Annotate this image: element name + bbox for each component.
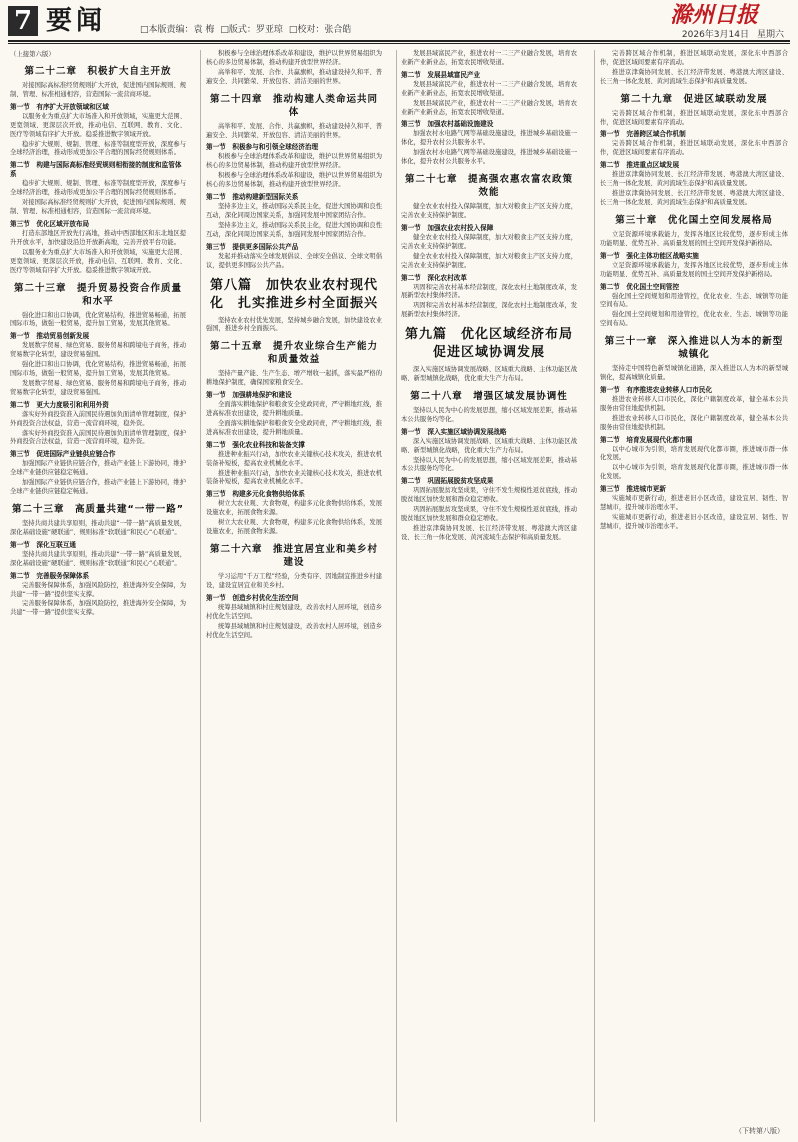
section-heading: 第一节 完善跨区域合作机制 <box>600 130 686 139</box>
section-heading: 第二节 深化农村改革 <box>401 273 467 282</box>
section-heading: 第二节 构建与国际高标准经贸规则相衔接的制度和监管体系 <box>10 161 182 179</box>
column-divider <box>396 50 397 1122</box>
section-heading: 第二节 推进重点区域发展 <box>600 161 680 170</box>
article-column-1 <box>10 50 186 1120</box>
paragraph: 坚持共商共建共享原则，推动共建“一带一路”高质量发展，深化基础设施“硬联通”、规则标准“软联通”和民心“心联通”。 <box>10 520 186 536</box>
paragraph: 完善跨区域合作机制，推进区域联动发展，深化东中西部合作，促进区域间要素有序流动。 <box>600 140 788 157</box>
paragraph: 对接国际高标准经贸规则扩大开放，促进国内国际规则、规制、管理、标准相通相容，营造国际一流营商环境。 <box>10 199 186 216</box>
paragraph: 学习运用“千万工程”经验，分类有序、因地制宜推进乡村建设，建设宜居宜业和美乡村。 <box>206 573 382 589</box>
paragraph: 推进农业转移人口市民化，深化户籍制度改革，健全基本公共服务由常住地提供机制。 <box>600 414 788 431</box>
paragraph: 深入实施区域协调发展战略、区域重大战略、主体功能区战略、新型城镇化战略，优化重大生产力布局。 <box>401 366 577 383</box>
paragraph: 推进种业振兴行动，加快农业关键核心技术攻关，推进农机装备补短板，提高农业机械化水平。 <box>206 469 382 486</box>
paragraph: 发展数字贸易、绿色贸易、服务贸易和跨境电子商务，推动贸易数字化转型，建设贸易强国。 <box>10 342 186 359</box>
section-heading: 第一节 有序推进农业转移人口市民化 <box>600 385 713 394</box>
section-heading: 第一节 加强农业农村投入保障 <box>401 223 494 232</box>
paragraph: 发展县域富民产业，推进农村一二三产业融合发展，培育农业新产业新业态，拓宽农民增收渠道。 <box>401 50 577 66</box>
paragraph: 实施城市更新行动，推进老旧小区改造，建设宜居、韧性、智慧城市，提升城市治理水平。 <box>600 514 788 530</box>
section-heading: 第二节 完善服务保障体系 <box>10 571 90 580</box>
section-heading: 第三节 推进城市更新 <box>600 485 666 494</box>
section-heading: 第三节 加强农村基础设施建设 <box>401 120 494 129</box>
paragraph: 落实好外商投资准入前国民待遇加负面清单管理制度，保护外商投资合法权益，营造一流营商环境，稳外资。 <box>10 429 186 446</box>
paragraph: 巩固拓展脱贫攻坚成果，守住不发生规模性返贫底线，推动脱贫地区加快发展和群众稳定增收。 <box>401 487 577 504</box>
section-heading: 第三节 提供更多国际公共产品 <box>206 242 299 251</box>
paragraph: 统筹县域城镇和村庄规划建设，改善农村人居环境，创造乡村优化生活空间。 <box>206 603 382 620</box>
chapter-heading: 第二十八章 增强区域发展协调性 <box>410 390 568 402</box>
paragraph: 加强国际产业链供应链合作，推动产业链上下游协同，维护全球产业链供应链稳定畅通。 <box>10 479 186 496</box>
masthead <box>0 0 798 44</box>
chapter-heading: 第三十一章 深入推进以人为本的新型城镇化 <box>604 336 784 361</box>
section-heading: 第一节 强化主体功能区战略实施 <box>600 251 699 260</box>
issue-weekday: 星期六 <box>756 30 784 40</box>
page-number: 7 <box>8 6 38 36</box>
part-heading: 第八篇 加快农业农村现代化 扎实推进乡村全面振兴 <box>209 277 378 311</box>
paragraph: 推进种业振兴行动，加快农业关键核心技术攻关，推进农机装备补短板，提高农业机械化水平。 <box>206 450 382 467</box>
paragraph: 健全农业农村投入保障制度，加大对粮食主产区支持力度，完善农业支持保护制度。 <box>401 203 577 219</box>
paragraph: 实施城市更新行动，推进老旧小区改造，建设宜居、韧性、智慧城市，提升城市治理水平。 <box>600 495 788 512</box>
paragraph: 坚持共商共建共享原则，推动共建“一带一路”高质量发展，深化基础设施“硬联通”、规则标准“软联通”和民心“心联通”。 <box>10 550 186 567</box>
article-column-4 <box>600 50 788 1120</box>
paragraph: 以服务业为重点扩大市场准入和开放领域，实施更大范围、更宽领域、更深层次开放，推动电信、互联网、教育、文化、医疗等领域有序扩大开放。稳妥推进数字领域开放。 <box>10 248 186 274</box>
paragraph: 推进京津冀协同发展、长江经济带发展、粤港澳大湾区建设、长三角一体化发展、黄河流域生态保护和高质量发展。 <box>600 68 788 85</box>
designer-credit: □版式：罗亚琼 <box>220 25 283 35</box>
continued-from: （上接第六版） <box>10 50 55 58</box>
paragraph: 完善跨区域合作机制，推进区域联动发展，深化东中西部合作，促进区域间要素有序流动。 <box>600 50 788 66</box>
section-heading: 第二节 强化农业科技和装备支撑 <box>206 440 305 449</box>
paragraph: 深入实施区域协调发展战略、区域重大战略、主体功能区战略、新型城镇化战略，优化重大生产力布局。 <box>401 437 577 454</box>
credits-line <box>140 22 351 35</box>
newspaper-logo: 滁州日报 <box>669 2 758 28</box>
paragraph: 强化国土空间规划和用途管控，优化农业、生态、城镇等功能空间布局。 <box>600 311 788 328</box>
section-heading: 第二节 更大力度吸引和利用外资 <box>10 400 109 409</box>
section-heading: 第三节 构建多元化食物供给体系 <box>206 490 305 499</box>
paragraph: 健全农业农村投入保障制度，加大对粮食主产区支持力度，完善农业支持保护制度。 <box>401 233 577 250</box>
chapter-heading: 第二十九章 促进区域联动发展 <box>620 93 768 105</box>
paragraph: 巩固和完善农村基本经营制度，深化农村土地制度改革，发展新型农村集体经济。 <box>401 283 577 300</box>
paragraph: 发展县域富民产业，推进农村一二三产业融合发展，培育农业新产业新业态，拓宽农民增收渠道。 <box>401 80 577 97</box>
section-heading: 第二节 培育发展现代化都市圈 <box>600 435 693 444</box>
paragraph: 发展数字贸易、绿色贸易、服务贸易和跨境电子商务，推动贸易数字化转型，建设贸易强国。 <box>10 379 186 396</box>
article-column-2 <box>206 50 382 1120</box>
article-column-3 <box>401 50 588 1120</box>
paragraph: 推进农业转移人口市民化，深化户籍制度改革，健全基本公共服务由常住地提供机制。 <box>600 395 788 412</box>
paragraph: 坚持以人民为中心的发展思想，缩小区域发展差距，推动基本公共服务均等化。 <box>401 406 577 423</box>
paragraph: 高举和平、发展、合作、共赢旗帜，推动建设持久和平、普遍安全、共同繁荣、开放包容、清洁美丽的世界。 <box>206 68 382 85</box>
paragraph: 积极参与全球治理体系改革和建设，维护以世界贸易组织为核心的多边贸易体制，推动构建开放型世界经济。 <box>206 172 382 189</box>
paragraph: 加强农村水电路气网等基础设施建设，推进城乡基础设施一体化，提升农村公共服务水平。 <box>401 149 577 166</box>
paragraph: 以中心城市为引领，培育发展现代化都市圈，推进城市群一体化发展。 <box>600 445 788 462</box>
part-heading: 第九篇 优化区域经济布局 促进区域协调发展 <box>404 327 588 361</box>
paragraph: 落实好外商投资准入前国民待遇加负面清单管理制度，保护外商投资合法权益，营造一流营商环境，稳外资。 <box>10 410 186 427</box>
paragraph: 高举和平、发展、合作、共赢旗帜，推动建设持久和平、普遍安全、共同繁荣、开放包容、清洁美丽的世界。 <box>206 122 382 139</box>
proofreader-credit: □校对：张合皓 <box>288 25 352 35</box>
paragraph: 稳步扩大规则、规制、管理、标准等制度型开放，深度参与全球经济治理，推动形成更加公平合理的国际经贸规则体系。 <box>10 180 186 197</box>
section-heading: 第一节 加强耕地保护和建设 <box>206 391 292 400</box>
section-heading: 第一节 有序扩大开放领域和区域 <box>10 102 109 111</box>
paragraph: 坚持走中国特色新型城镇化道路，深入推进以人为本的新型城镇化，提高城镇化质量。 <box>600 365 788 382</box>
chapter-heading: 第二十七章 提高强农惠农富农政策效能 <box>404 174 573 199</box>
paragraph: 推进京津冀协同发展、长江经济带发展、粤港澳大湾区建设、长三角一体化发展、黄河流域生态保护和高质量发展。 <box>401 525 577 541</box>
paragraph: 坚持产量产能、生产生态、增产增收一起抓，落实最严格的耕地保护制度，确保国家粮食安全。 <box>206 370 382 387</box>
chapter-heading: 第二十三章 高质量共建“一带一路” <box>12 504 184 515</box>
paragraph: 巩固拓展脱贫攻坚成果，守住不发生规模性返贫底线，推动脱贫地区加快发展和群众稳定增收。 <box>401 506 577 523</box>
paragraph: 以中心城市为引领，培育发展现代化都市圈，推进城市群一体化发展。 <box>600 464 788 481</box>
paragraph: 统筹县域城镇和村庄规划建设，改善农村人居环境，创造乡村优化生活空间。 <box>206 622 382 639</box>
section-heading: 第二节 优化国土空间管控 <box>600 282 680 291</box>
chapter-heading: 第二十五章 提升农业综合生产能力和质量效益 <box>209 341 378 366</box>
paragraph: 健全农业农村投入保障制度，加大对粮食主产区支持力度，完善农业支持保护制度。 <box>401 252 577 269</box>
section-title: 要闻 <box>46 6 107 36</box>
paragraph: 完善服务保障体系，加强风险防控，推进海外安全保障，为共建“一带一路”提供坚实支撑。 <box>10 581 186 598</box>
header-rule <box>8 40 790 42</box>
section-heading: 第一节 创造乡村优化生活空间 <box>206 593 299 602</box>
column-divider <box>200 50 201 1122</box>
paragraph: 打造东部地区开放先行高地，推动中西部地区和东北地区提升开放水平，加快建设沿边开放新高地，完善开放平台功能。 <box>10 229 186 246</box>
paragraph: 加强农村水电路气网等基础设施建设，推进城乡基础设施一体化，提升农村公共服务水平。 <box>401 130 577 147</box>
section-heading: 第一节 深化互联互通 <box>10 540 76 549</box>
section-heading: 第二节 巩固拓展脱贫攻坚成果 <box>401 477 494 486</box>
section-heading: 第三节 优化区域开放布局 <box>10 219 90 228</box>
paragraph: 强化进口和出口协调，优化贸易结构，推进贸易畅通，拓展国际市场，做强一般贸易，提升加工贸易，发展其他贸易。 <box>10 361 186 378</box>
chapter-heading: 第三十章 优化国土空间发展格局 <box>615 214 773 226</box>
editor-credit: □本版责编：袁 梅 <box>140 25 215 35</box>
paragraph: 巩固和完善农村基本经营制度，深化农村土地制度改革，发展新型农村集体经济。 <box>401 302 577 319</box>
column-divider <box>594 50 595 1122</box>
paragraph: 坚持多边主义，推动国际关系民主化，促进大国协调和良性互动，深化同周边国家关系，加强同发展中国家团结合作。 <box>206 221 382 238</box>
paragraph: 对接国际高标准经贸规则扩大开放，促进国内国际规则、规制、管理、标准相通相容，营造国际一流营商环境。 <box>10 82 186 98</box>
paragraph: 发展县域富民产业，推进农村一二三产业融合发展，培育农业新产业新业态，拓宽农民增收渠道。 <box>401 99 577 116</box>
dateline <box>682 27 784 40</box>
section-heading: 第一节 推动贸易创新发展 <box>10 332 90 341</box>
paragraph: 以服务业为重点扩大市场准入和开放领域，实施更大范围、更宽领域、更深层次开放，推动电信、互联网、教育、文化、医疗等领域有序扩大开放。稳妥推进数字领域开放。 <box>10 112 186 138</box>
paragraph: 发起并推动落实全球发展倡议、全球安全倡议、全球文明倡议，提供更多国际公共产品。 <box>206 252 382 269</box>
paragraph: 强化国土空间规划和用途管控，优化农业、生态、城镇等功能空间布局。 <box>600 292 788 309</box>
paragraph: 推进京津冀协同发展、长江经济带发展、粤港澳大湾区建设、长三角一体化发展、黄河流域生态保护和高质量发展。 <box>600 190 788 206</box>
continued-to: （下转第八版） <box>735 1127 784 1135</box>
paragraph: 强化进口和出口协调，优化贸易结构，推进贸易畅通，拓展国际市场，做强一般贸易，提升加工贸易，发展其他贸易。 <box>10 311 186 328</box>
section-heading: 第二节 发展县域富民产业 <box>401 70 481 79</box>
paragraph: 积极参与全球治理体系改革和建设，维护以世界贸易组织为核心的多边贸易体制，推动构建开放型世界经济。 <box>206 50 382 66</box>
paragraph: 加强国际产业链供应链合作，推动产业链上下游协同，维护全球产业链供应链稳定畅通。 <box>10 460 186 477</box>
paragraph: 推进京津冀协同发展、长江经济带发展、粤港澳大湾区建设、长三角一体化发展、黄河流域生态保护和高质量发展。 <box>600 171 788 188</box>
section-heading: 第三节 促进国际产业链供应链合作 <box>10 450 116 459</box>
paragraph: 坚持多边主义，推动国际关系民主化，促进大国协调和良性互动，深化同周边国家关系，加强同发展中国家团结合作。 <box>206 203 382 219</box>
section-heading: 第一节 深入实施区域协调发展战略 <box>401 427 507 436</box>
paragraph: 坚持以人民为中心的发展思想，缩小区域发展差距，推动基本公共服务均等化。 <box>401 456 577 473</box>
chapter-heading: 第二十二章 积极扩大自主开放 <box>24 66 172 77</box>
paragraph: 稳步扩大规则、规制、管理、标准等制度型开放，深度参与全球经济治理，推动形成更加公平合理的国际经贸规则体系。 <box>10 140 186 157</box>
chapter-heading: 第二十三章 提升贸易投资合作质量和水平 <box>13 282 182 307</box>
paragraph: 树立大农业观、大食物观，构建多元化食物供给体系，发展设施农业，拓展食物来源。 <box>206 519 382 536</box>
paragraph: 立足资源环境承载能力，发挥各地区比较优势，逐步形成主体功能明显、优势互补、高质量发展的国土空间开发保护新格局。 <box>600 230 788 247</box>
paragraph: 完善服务保障体系，加强风险防控，推进海外安全保障，为共建“一带一路”提供坚实支撑。 <box>10 600 186 617</box>
paragraph: 立足资源环境承载能力，发挥各地区比较优势，逐步形成主体功能明显、优势互补、高质量发展的国土空间开发保护新格局。 <box>600 261 788 278</box>
paragraph: 全面落实耕地保护和粮食安全党政同责，严守耕地红线，推进高标准农田建设，提升耕地质量。 <box>206 419 382 436</box>
chapter-heading: 第二十四章 推动构建人类命运共同体 <box>209 93 378 118</box>
header-rule-thin <box>8 43 790 44</box>
paragraph: 完善跨区域合作机制，推进区域联动发展，深化东中西部合作，促进区域间要素有序流动。 <box>600 109 788 126</box>
paragraph: 树立大农业观、大食物观，构建多元化食物供给体系，发展设施农业，拓展食物来源。 <box>206 500 382 517</box>
section-heading: 第二节 推动构建新型国际关系 <box>206 193 299 202</box>
chapter-heading: 第二十六章 推进宜居宜业和美乡村建设 <box>209 544 378 568</box>
paragraph: 全面落实耕地保护和粮食安全党政同责，严守耕地红线，推进高标准农田建设，提升耕地质量。 <box>206 401 382 418</box>
issue-date: 2026年3月14日 <box>681 30 749 40</box>
section-heading: 第一节 积极参与和引领全球经济治理 <box>206 143 319 152</box>
paragraph: 坚持农业农村优先发展，坚持城乡融合发展，加快建设农业强国，推进乡村全面振兴。 <box>206 316 382 333</box>
paragraph: 积极参与全球治理体系改革和建设，维护以世界贸易组织为核心的多边贸易体制，推动构建开放型世界经济。 <box>206 153 382 170</box>
